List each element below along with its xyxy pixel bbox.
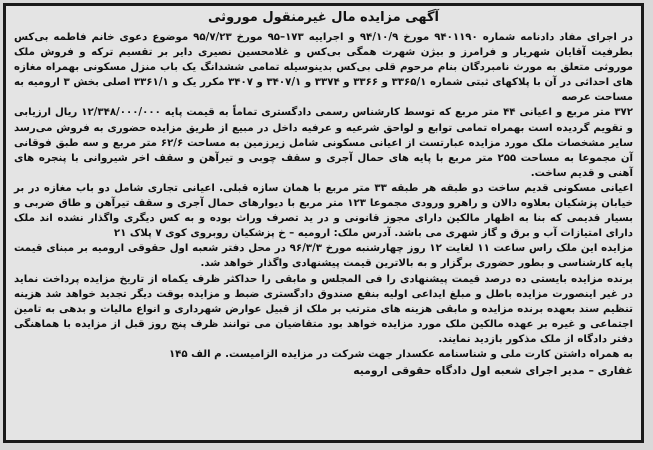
notice-paragraph: در اجرای مفاد دادنامه شماره ۹۴۰۱۱۹۰ مورخ ۹۴/۱۰/۹ و اجراییه ۱۷۳–۹۵ مورخ ۹۵/۷/۲۳ موضوع دعوی خانم فاطمه بی‌کس بطرفیت آقایان شهریار و فرامرز و بیژن شهرت همگی بی‌کس و غلامحسین نصیری دایر بر تقسیم ترکه و فروش ملک موروثی متعلق به مورث نامبردگان بنام مرحوم قلی بی‌کس بدینوسیله تمامی ششدانگ یک باب منزل مسکونی بهمراه مغازه های احداثی در آن با پلاکهای ثبتی شماره ۳۳۶۵/۱ و ۳۳۶۶ و ۳۳۷۴ و ۳۴۰۷/۱ و ۳۴۰۷ مکرر یک و ۳۳۶۱/۱ اصلی بخش ۳ ارومیه به مساحت عرصه xyxy=(14,32,633,104)
notice-paragraph: مزایده این ملک راس ساعت ۱۱ لغایت ۱۲ روز چهارشنبه مورخ ۹۶/۳/۳ در محل دفتر شعبه اول حقوقی ارومیه بر مبنای قیمت پایه کارشناسی و بطور حضوری برگزار و به بالاترین قیمت پیشنهادی واگذار خواهد شد. xyxy=(14,243,634,270)
auction-notice xyxy=(3,3,644,443)
notice-paragraph: به همراه داشتن کارت ملی و شناسنامه عکسدار جهت شرکت در مزایده الزامیست. م الف ۱۴۵ xyxy=(168,348,633,360)
notice-title: آگهی مزایده مال غیرمنقول موروثی xyxy=(208,10,439,25)
notice-paragraph: برنده مزایده بایستی ده درصد قیمت پیشنهادی را فی المجلس و مابقی را حداکثر ظرف یکماه از تاریخ مزایده پرداخت نماید در غیر اینصورت مزایده باطل و مبلغ ایداعی اولیه بنفع صندوق دادگستری ضبط و مزایده بوقت دیگر تجدید خواهد شد هزینه تنظیم سند بعهده برنده مزایده و مابقی هزینه های مترتب بر ملک از قبیل عوارض شهرداری و انواع مالیات و بدهی به تامین اجتماعی و غیره بر عهده مالکین ملک مورد مزایده خواهد بود متقاضیان می توانند ظرف پنج روز قبل از مزایده با هماهنگی دفتر دادگاه از ملک مذکور بازدید نمایند. xyxy=(14,273,633,345)
notice-paragraph: ۳۷۲ متر مربع و اعیانی ۴۴ متر مربع که توسط کارشناس رسمی دادگستری تماماً به قیمت پایه ۱۲/۳۴۸/۰۰۰/۰۰۰ ریال ارزیابی و تقویم گردیده است بهمراه تمامی توابع و لواحق شرعیه و عرفیه داخل در مبیع از طریق مزایده حضوری به فروش می‌رسد سایر مشخصات ملک مورد مزایده عبارتست از اعیانی مسکونی شامل زیرزمین به مساحت ۶۲/۶ متر مربع و سه طبق فوقانی آن مجموعا به مساحت ۲۵۵ متر مربع با پایه های حمال آجری و سقف چوبی و تیرآهن و سقف اخر شیروانی با پنجره های آهنی و قدیم ساخت. xyxy=(14,107,634,179)
notice-body xyxy=(14,30,633,362)
notice-signature: غفاری – مدیر اجرای شعبه اول دادگاه حقوقی ارومیه xyxy=(353,364,633,378)
notice-paragraph: اعیانی مسکونی قدیم ساخت دو طبقه هر طبقه ۳۳ متر مربع با همان سازه قبلی. اعیانی تجاری شامل دو باب مغازه در بر خیابان پزشکیان بعلاوه دالان و راهرو ورودی مجموعا ۱۲۳ متر مربع با دیوارهای حمال آجری و سقف تیرآهن و طاق ضربی و بسیار قدیمی که بنا به اظهار مالکین دارای مجوز قانونی و در ید تصرف وراث بوده و به کس دیگری واگذار نشده اند ملک دارای امتیازات آب و برق و گاز شهری می باشد. آدرس ملک: ارومیه – خ پزشکیان روبروی کوی ۷ پلاک ۲۱ xyxy=(14,182,633,240)
